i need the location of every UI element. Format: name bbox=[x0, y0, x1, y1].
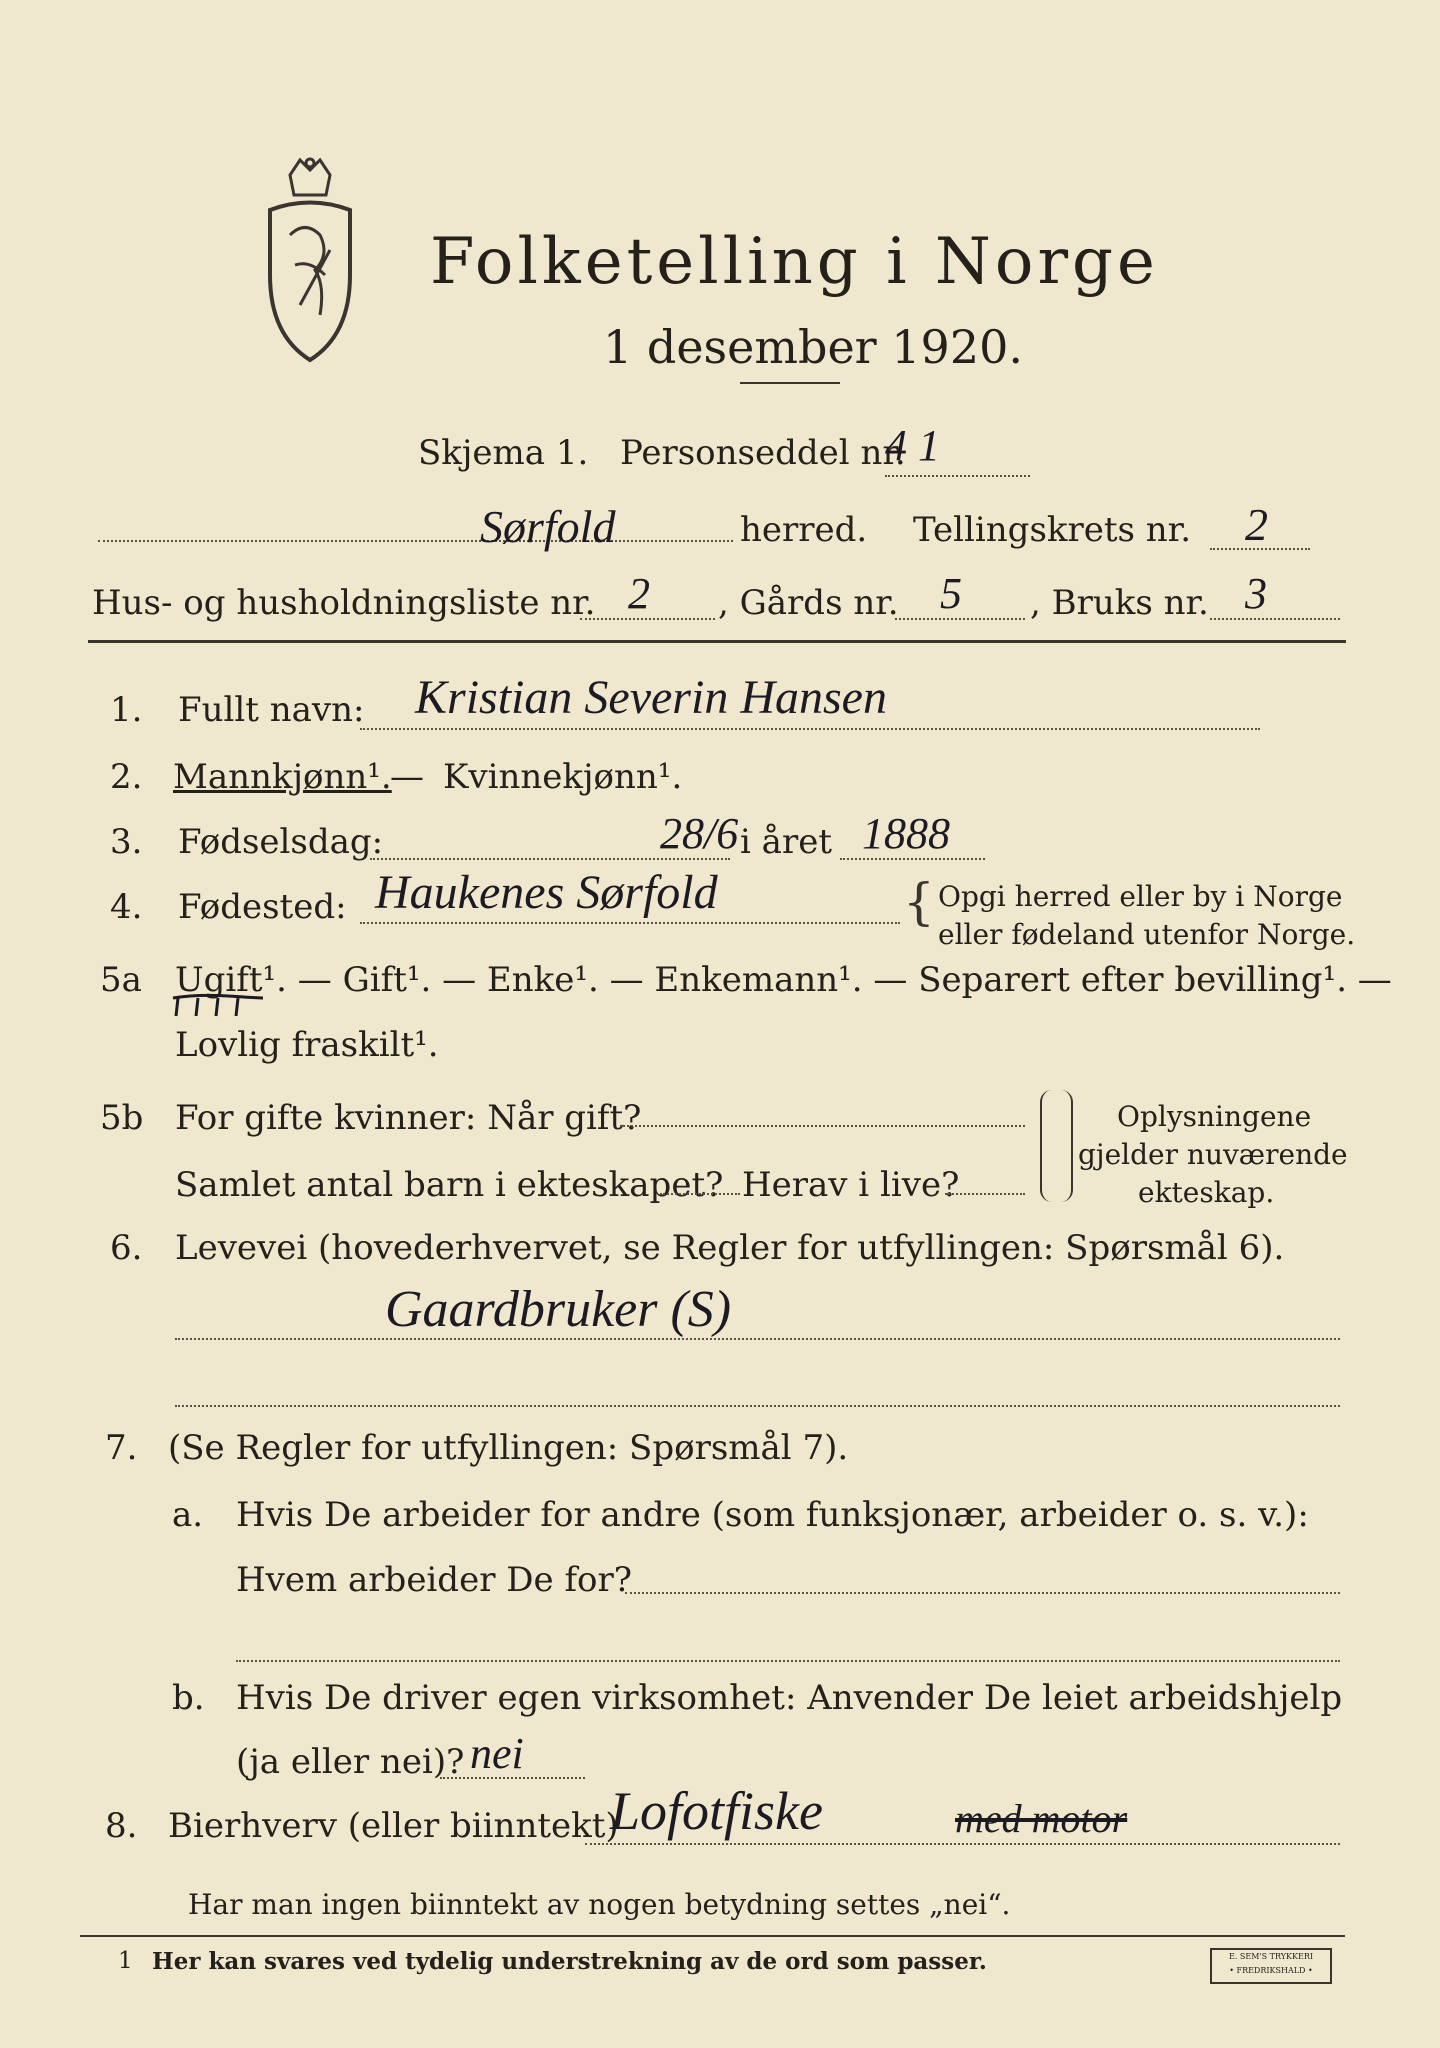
q6-number: 6. bbox=[110, 1228, 143, 1268]
q2-number: 2. bbox=[110, 757, 143, 797]
herred-line bbox=[98, 540, 733, 542]
q7a-employer-label: Hvem arbeider De for? bbox=[236, 1560, 632, 1600]
personseddel-line bbox=[885, 475, 1030, 477]
title-divider bbox=[740, 382, 840, 384]
lovlig-fraskilt: Lovlig fraskilt¹. bbox=[175, 1025, 439, 1065]
q8-number: 8. bbox=[105, 1806, 138, 1846]
q5b-note-3: ekteskap. bbox=[1138, 1176, 1275, 1209]
q7a-question: Hvis De arbeider for andre (som funksjonær, arbeider o. s. v.): bbox=[236, 1495, 1309, 1535]
footnote-mark: 1 bbox=[118, 1948, 133, 1974]
q5b-note-1: Oplysningene bbox=[1117, 1100, 1312, 1133]
q1-label: Fullt navn: bbox=[178, 690, 365, 730]
side-income-struck: med motor bbox=[955, 1796, 1128, 1841]
children-total-line bbox=[660, 1193, 740, 1195]
hus-line bbox=[580, 618, 715, 620]
q4-note-1: Opgi herred eller by i Norge bbox=[938, 880, 1343, 913]
q2-separator: — bbox=[390, 757, 424, 797]
q4-brace: { bbox=[903, 873, 935, 931]
full-name-line bbox=[360, 728, 1260, 730]
q5b-when-married: For gifte kvinner: Når gift? bbox=[175, 1098, 642, 1138]
herred-label: herred. bbox=[740, 510, 868, 550]
q5b-alive-label: Herav i live? bbox=[742, 1165, 960, 1205]
herred-value: Sørfold bbox=[480, 501, 616, 552]
hus-label: Hus- og husholdningsliste nr. bbox=[92, 583, 596, 623]
hired-help-value: nei bbox=[470, 1729, 524, 1778]
bruks-label: , Bruks nr. bbox=[1030, 583, 1209, 623]
q3-label: Fødselsdag: bbox=[178, 822, 384, 862]
q8-label: Bierhverv (eller biinntekt) bbox=[168, 1806, 619, 1846]
printer-stamp bbox=[1210, 1948, 1332, 1984]
q5b-brace-right bbox=[1057, 1090, 1073, 1202]
printer-city: • FREDRIKSHALD • bbox=[1229, 1966, 1313, 1975]
gards-value: 5 bbox=[940, 569, 962, 618]
marital-options: Ugift¹. — Gift¹. — Enke¹. — Enkemann¹. — Separert efter bevilling¹. — bbox=[175, 960, 1392, 1000]
when-married-line bbox=[620, 1125, 1025, 1127]
gards-line bbox=[895, 618, 1025, 620]
occupation-value: Gaardbruker (S) bbox=[385, 1281, 732, 1338]
q4-number: 4. bbox=[110, 887, 143, 927]
side-income-value: Lofotfiske bbox=[610, 1781, 823, 1841]
footer-note: Har man ingen biinntekt av nogen betydning settes „nei“. bbox=[188, 1888, 1011, 1921]
occupation-line-2 bbox=[175, 1405, 1340, 1407]
hired-help-line bbox=[440, 1777, 585, 1779]
q5b-number: 5b bbox=[100, 1098, 144, 1138]
q3-year-label: i året bbox=[740, 822, 832, 862]
occupation-line-1 bbox=[175, 1338, 1340, 1340]
personseddel-label: Personseddel nr. bbox=[620, 433, 906, 473]
q5a-number: 5a bbox=[100, 960, 142, 1000]
q7b-question: Hvis De driver egen virksomhet: Anvender De leiet arbeidshjelp bbox=[236, 1678, 1343, 1718]
tellingskrets-label: Tellingskrets nr. bbox=[913, 510, 1192, 550]
kvinnekjonn-option: Kvinnekjønn¹. bbox=[443, 757, 683, 797]
employer-line-1 bbox=[625, 1592, 1340, 1594]
q7-number: 7. bbox=[105, 1428, 138, 1468]
employer-line-2 bbox=[236, 1660, 1340, 1662]
q7-label: (Se Regler for utfyllingen: Spørsmål 7). bbox=[168, 1428, 849, 1468]
birthyear-value: 1888 bbox=[862, 809, 950, 858]
q5b-note-2: gjelder nuværende bbox=[1078, 1138, 1348, 1171]
mannkjonn-option: Mannkjønn¹. bbox=[173, 757, 392, 797]
q7b-number: b. bbox=[172, 1678, 205, 1718]
birthplace-value: Haukenes Sørfold bbox=[375, 866, 718, 919]
q4-note-2: eller fødeland utenfor Norge. bbox=[938, 918, 1356, 951]
footer-rule bbox=[80, 1935, 1345, 1937]
side-income-line bbox=[585, 1843, 1340, 1845]
q5b-children-total: Samlet antal barn i ekteskapet? bbox=[175, 1165, 724, 1205]
census-date: 1 desember 1920. bbox=[603, 320, 1023, 374]
personseddel-value: 4 1 bbox=[885, 421, 940, 470]
bruks-line bbox=[1210, 618, 1340, 620]
tellingskrets-value: 2 bbox=[1245, 499, 1268, 550]
birthday-value: 28/6 bbox=[660, 809, 739, 858]
bruks-value: 3 bbox=[1245, 569, 1267, 618]
form-title: Folketelling i Norge bbox=[430, 225, 1159, 299]
q1-number: 1. bbox=[110, 690, 143, 730]
children-alive-line bbox=[945, 1193, 1025, 1195]
hus-value: 2 bbox=[628, 569, 650, 618]
birthplace-line bbox=[360, 922, 900, 924]
tellingskrets-line bbox=[1210, 548, 1310, 550]
q6-label: Levevei (hovederhvervet, se Regler for utfyllingen: Spørsmål 6). bbox=[175, 1228, 1285, 1268]
coat-of-arms-icon bbox=[250, 155, 370, 370]
footnote-text: Her kan svares ved tydelig understrekning av de ord som passer. bbox=[152, 1948, 987, 1975]
gards-label: , Gårds nr. bbox=[718, 583, 899, 623]
ugift-strikethrough-mark bbox=[168, 990, 268, 1020]
q7a-number: a. bbox=[172, 1495, 204, 1535]
full-name-value: Kristian Severin Hansen bbox=[415, 671, 887, 724]
printer-name: E. SEM'S TRYKKERI bbox=[1228, 1952, 1314, 1961]
q4-label: Fødested: bbox=[178, 887, 347, 927]
header-rule bbox=[88, 640, 1346, 643]
q3-number: 3. bbox=[110, 822, 143, 862]
q5b-brace-left bbox=[1040, 1090, 1056, 1202]
q7b-yes-no-label: (ja eller nei)? bbox=[236, 1742, 465, 1782]
skjema-label: Skjema 1. bbox=[418, 433, 589, 473]
